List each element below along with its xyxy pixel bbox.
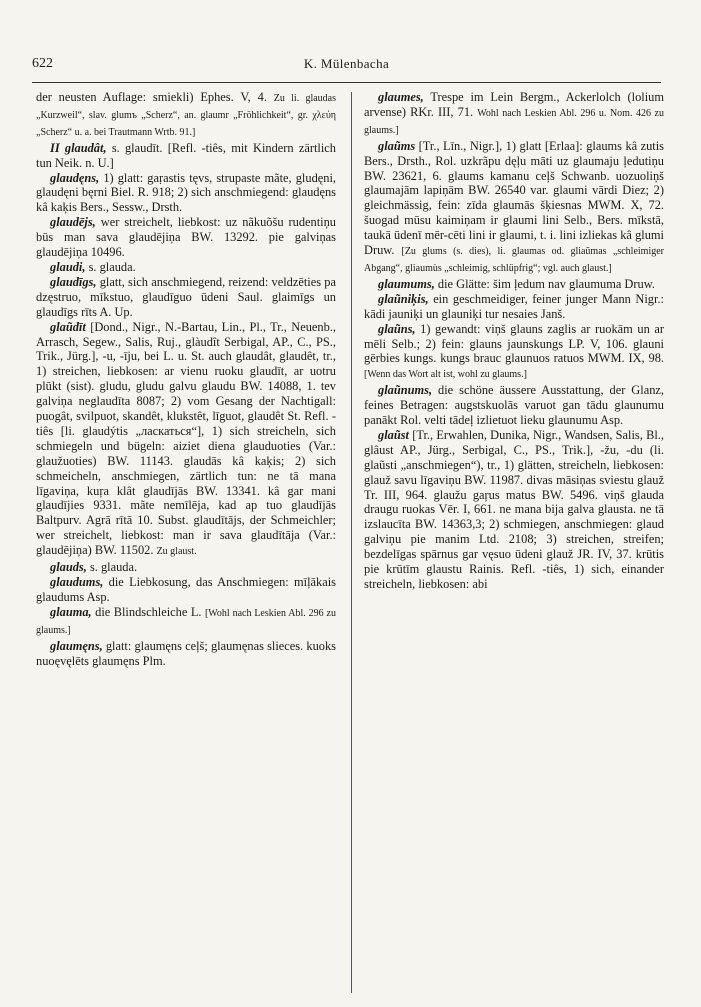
dictionary-entry xyxy=(36,605,336,639)
entry-headword: glaũniķis, xyxy=(378,291,429,306)
entry-headword: glaudējs, xyxy=(50,215,96,230)
entry-body: die Blindschleiche L. xyxy=(95,604,202,619)
left-column xyxy=(36,90,336,668)
dictionary-entry xyxy=(364,292,664,322)
entry-body: wer streichelt, liebkost: uz nãkuõšu rudentiņu būs man sava glaudējiņa BW. 13292. pie galviņas glaudējiņa 10496. xyxy=(36,215,336,260)
entry-headword: glaudi, xyxy=(50,259,86,274)
entry-body: [Tr., Erwahlen, Dunika, Nigr., Wandsen, Salis, Bl., glâust AP., Jürg., Serbigal, C., PS., Trik.], -žu, -du (li. glaũsti „anschmiegen“), tr., 1) glätten, streicheln, liebkosen: glauž savu līgaviņu BW. 11987. divas māsiņas sviestu glauž Tr. III, 964. glaužu gaŗus matus BW. 5496. viņš glauda draugu ruokas Vēr. I, 661. ne mana bija galva glausta. ne tā izslaucīta BW. 14363,3; 2) schmiegen, anschmiegen: glaud galviņu pie manim Ltd. 2108; 3) streichen, streifen; bezdelīgas spārnus gar vęsuo ūdeni glauž JR. IV, 37. krūtis pie krūtīm glaustu Rainis. Refl. -tiês, 1) sich, einander streicheln, liebkosen: abi xyxy=(364,427,664,591)
etymology-note: Zu li. glaudas „Kurzweil“, slav. glumъ „Scherz“, an. glaumr „Fröhlichkeit“, gr. χλεύη „Scherz“ u. a. bei Trautmann Wrtb. 91.] xyxy=(36,93,336,138)
dictionary-entry xyxy=(364,428,664,592)
etymology-note: [Wohl nach Leskien Abl. 296 zu glaums.] xyxy=(36,607,336,636)
entry-body: die Glätte: šim ļedum nav glaumuma Druw. xyxy=(437,276,655,291)
entry-headword: glaũnums, xyxy=(378,383,433,398)
entry-body: ein geschmeidiger, feiner junger Mann Nigr.: kādi jauniķi un glauniķi tur nesaies Janš. xyxy=(364,291,664,321)
etymology-note: Wohl nach Leskien Abl. 296 u. Nom. 426 zu glaums.] xyxy=(364,107,664,136)
dictionary-entry xyxy=(36,575,336,605)
dictionary-entry xyxy=(36,215,336,260)
dictionary-entry xyxy=(36,560,336,575)
entry-headword: II glaudât, xyxy=(50,140,107,155)
page-number: 622 xyxy=(32,56,53,71)
entry-headword: glauds, xyxy=(50,560,87,575)
entry-headword: glaũdīt xyxy=(50,319,86,334)
dictionary-entry xyxy=(36,141,336,171)
etymology-note: [Zu glums (s. dies), li. glaumas od. gliaũmas „schleimiger Abgang“, gliaumùs „schleimig, schlüpfrig“; vgl. auch glaust.] xyxy=(364,246,664,274)
dictionary-entry xyxy=(36,275,336,320)
entry-headword: glaũst xyxy=(378,427,409,442)
entry-body: glatt, sich anschmiegend, reizend: veldzēties pa dzęstruo, mīkstuo, glaudīguo ūdeni Saul. glaimīgs un glaudīgs rīts A. Up. xyxy=(36,274,336,319)
entry-continuation xyxy=(36,90,336,141)
entry-body: s. glauda. xyxy=(88,259,136,274)
entry-headword: glaũms xyxy=(378,138,416,153)
header-rule xyxy=(32,82,661,83)
dictionary-entry xyxy=(364,277,664,292)
entry-body: die Liebkosung, das Anschmiegen: mīļākais glaudums Asp. xyxy=(36,575,336,604)
entry-headword: glaudęns, xyxy=(50,170,100,185)
dictionary-entry xyxy=(364,383,664,428)
entry-headword: glaudums, xyxy=(50,575,104,589)
running-title: K. Mülenbacha xyxy=(303,56,390,71)
entry-body: Trespe im Lein Bergm., Ackerlolch (lolium arvense) RKr. III, 71. xyxy=(364,90,665,119)
entry-headword: glaumęns, xyxy=(50,638,103,653)
entry-body: 1) glatt: gaṛastis tęvs, strupaste mãte, gludęni, glaudęni bęrni Biel. R. 918; 2) sich anschmiegend: glaudęns kâ kaķis Bers., Sessw., Drsth. xyxy=(36,170,336,215)
entry-body: [Tr., Līn., Nigr.], 1) glatt [Erlaa]: glaums kâ zutis Bers., Drsth., Rol. uzkrãpu dęļu māti uz glaumaju ļedutiņu BW. 23621, 6. glaums kamanu ceļš Schwanb. uozuoliņš glaumajām lapiņām BW. 26540 var. glaumi vārdi Diez; 2) gleichmässig, fein: zīda glaumās šķiesnas MWM. X, 72. šuogad mūsu kaimiņam ir glaumi lini Selb., Bers. mīkstā, taukā ūdenī mēr-cēti lini ir glaumi, t. i. lini izliekas kâ glumi Druw. xyxy=(364,138,664,258)
right-column xyxy=(364,90,664,592)
dictionary-entry xyxy=(36,320,336,561)
dictionary-entry xyxy=(364,90,664,139)
dictionary-entry xyxy=(364,322,664,384)
entry-body: glatt: glaumęns ceļš; glaumęnas slieces. kuoks nuoęvęlēts glaumęns Plm. xyxy=(36,638,336,668)
entry-body: 1) gewandt: viņš glauns zaglis ar ruokām un ar mēli Selb.; 2) fein: glauns jaunskungs LP. V, 106. glauni gērbies kungs. kungs brauc glaunuos ratuos MWM. IX, 98. xyxy=(364,321,664,366)
entry-body: der neusten Auflage: smiekli) Ephes. V, 4. xyxy=(36,90,267,104)
entry-body: s. glauda. xyxy=(89,560,138,575)
dictionary-entry xyxy=(36,171,336,216)
dictionary-entry xyxy=(36,639,336,669)
column-divider xyxy=(351,92,352,993)
etymology-note: [Wenn das Wort alt ist, wohl zu glaums.] xyxy=(364,369,527,381)
entry-body: die schöne äussere Ausstattung, der Glanz, feines Betragen: augstskuolās varuot gan tādu glaunumu panākt Rol. velti tādeļ izlietuot lieku glaunumu Asp. xyxy=(364,383,664,428)
entry-headword: glaudīgs, xyxy=(50,274,97,289)
etymology-note: Zu glaust. xyxy=(156,546,197,558)
entry-headword: glauma, xyxy=(50,604,92,619)
entry-headword: glaumums, xyxy=(378,276,435,291)
dictionary-entry xyxy=(364,139,664,277)
page-header xyxy=(32,56,661,80)
entry-body: [Dond., Nigr., N.-Bartau, Lin., Pl., Tr., Neuenb., Arrasch, Segew., Salis, Ruj., glàudît Serbigal, AP., C., PS., Trik., Jürg.], -u, -īju, bei L. u. St. auch glaudât, glaudêt, tr., 1) streichen, liebkosen: ar vienu ruoku glaudīt, ar uotru plūkt (sist). gludu, gludu galvu glaudu BW. 14088, 1. tev galviņa neglaudīta 8087; 2) vom Gesang der Nachtigall: puogât, svilpuot, skandêt, klukstêt, līguot, glaudêt St. Refl. -tiês [li. glaudýtis „ласкаться“], 1) sich streicheln, sich schmiegeln und bügeln: aiziet diena glauduoties (Var.: glaužuoties) BW. 11143. glaudās kâ kaķis; 2) sich schmeicheln, anschmiegen, zärtlich tun: ne tā mana līgaviņa, kuŗa klât glaudījās BW. 13341. kâ gar mani glaudījies 9331. mãte nemīlēja, kad ap tuo glaudījās Baltpurv. Agrā rītā 10. Subst. glaudītājs, der Schmeichler; wer streichelt, liebkost: man ir sava glaudītāja (Var.: glaudējiņa) BW. 11502. xyxy=(36,319,336,558)
entry-headword: glaumes, xyxy=(378,90,424,104)
entry-headword: glaũns, xyxy=(378,321,416,336)
entry-body: s. glaudīt. [Refl. -tiês, mit Kindern zärtlich tun Neik. n. U.] xyxy=(36,140,336,170)
dictionary-entry xyxy=(36,260,336,275)
